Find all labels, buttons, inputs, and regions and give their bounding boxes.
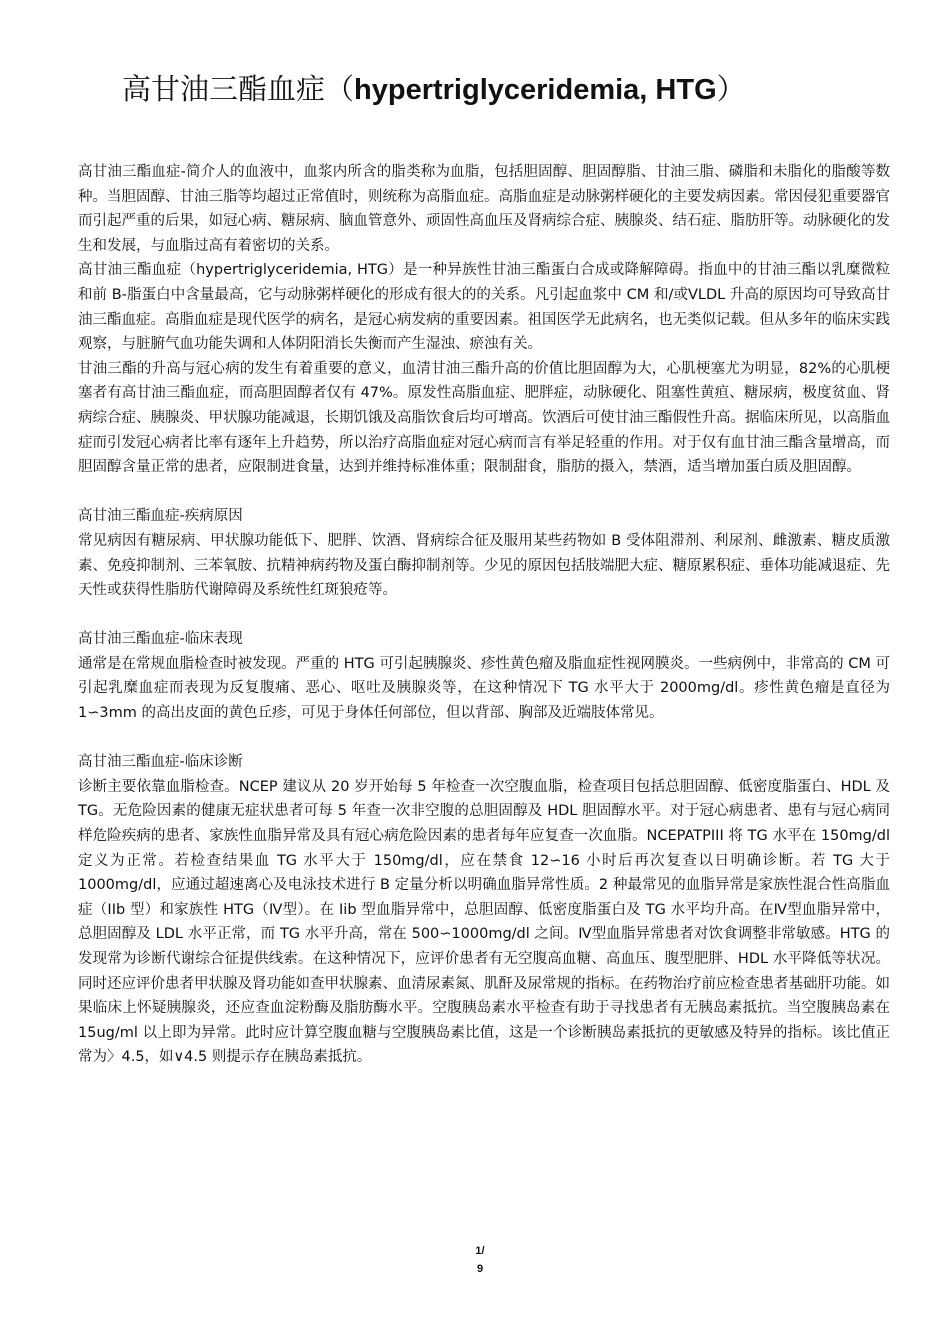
document-body	[78, 160, 890, 1070]
paragraph-gap	[78, 726, 890, 751]
page-number-current: 1/	[475, 1245, 485, 1257]
paragraph-clinical: 通常是在常规血脂检查时被发现。严重的 HTG 可引起胰腺炎、疹性黄色瘤及脂血症性视网膜炎。一些病例中，非常高的 CM 可引起乳糜血症而表现为反复腹痛、恶心、呕吐及胰腺炎等，在这种情况下 TG 水平大于 2000mg/dl。疹性黄色瘤是直径为 1∽3mm 的高出皮面的黄色丘疹，可见于身体任何部位，但以背部、胸部及近端肢体常见。	[78, 655, 890, 722]
document-title	[122, 70, 882, 109]
title-latin: hypertriglyceridemia, HTG	[354, 74, 717, 106]
section-heading-diagnosis: 高甘油三酯血症-临床诊断	[78, 754, 243, 771]
title-cn: 高甘油三酯血症（	[122, 72, 355, 106]
paragraph-causes: 常见病因有糖尿病、甲状腺功能低下、肥胖、饮酒、肾病综合征及服用某些药物如 B 受体阻滞剂、利尿剂、雌激素、糖皮质激素、免疫抑制剂、三苯氧胺、抗精神病药物及蛋白酶抑制剂等。少见的原因包括肢端肥大症、糖原累积症、垂体功能减退症、先天性或获得性脂肪代谢障碍及系统性红斑狼疮等。	[78, 532, 890, 599]
title-close: ）	[716, 72, 746, 106]
paragraph-intro: 高甘油三酯血症-简介人的血液中，血浆内所含的脂类称为血脂，包括胆固醇、胆固醇脂、甘油三脂、磷脂和未脂化的脂酸等数种。当胆固醇、甘油三脂等均超过正常值时，则统称为高脂血症。高脂血症是动脉粥样硬化的主要发病因素。常因侵犯重要器官而引起严重的后果，如冠心病、糖尿病、脑血管意外、顽固性高血压及肾病综合症、胰腺炎、结石症、脂肪肝等。动脉硬化的发生和发展，与血脂过高有着密切的关系。	[78, 164, 890, 254]
page-number	[460, 1242, 500, 1278]
paragraph-cardiac-significance: 甘油三酯的升高与冠心病的发生有着重要的意义，血清甘油三酯升高的价值比胆固醇为大，心肌梗塞尤为明显，82%的心肌梗塞者有高甘油三酯血症，而高胆固醇者仅有 47%。原发性高脂血症、肥胖症，动脉硬化、阻塞性黄疸、糖尿病，极度贫血、肾病综合症、胰腺炎、甲状腺功能减退，长期饥饿及高脂饮食后均可增高。饮酒后可使甘油三酯假性升高。据临床所见，以高脂血症而引发冠心病者比率有逐年上升趋势，所以治疗高脂血症对冠心病而言有举足轻重的作用。对于仅有血甘油三酯含量增高，而胆固醇含量正常的患者，应限制进食量，达到并维持标准体重；限制甜食，脂肪的摄入，禁酒，适当增加蛋白质及胆固醇。	[78, 360, 890, 476]
paragraph-diagnosis: 诊断主要依靠血脂检查。NCEP 建议从 20 岁开始每 5 年检查一次空腹血脂，检查项目包括总胆固醇、低密度脂蛋白、HDL 及 TG。无危险因素的健康无症状患者可每 5 年查一次非空腹的总胆固醇及 HDL 胆固醇水平。对于冠心病患者、患有与冠心病同样危险疾病的患者、家族性血脂异常及具有冠心病危险因素的患者每年应复查一次血脂。NCEPATPIII 将 TG 水平在 150mg/dl 定义为正常。若检查结果血 TG 水平大于 150mg/dl，应在禁食 12∽16 小时后再次复查以日明确诊断。若 TG 大于 1000mg/dl，应通过超速离心及电泳技术进行 B 定量分析以明确血脂异常性质。2 种最常见的血脂异常是家族性混合性高脂血症（IIb 型）和家族性 HTG（Ⅳ型）。在 Iib 型血脂异常中，总胆固醇、低密度脂蛋白及 TG 水平均升高。在Ⅳ型血脂异常中，总胆固醇及 LDL 水平正常，而 TG 水平升高，常在 500∽1000mg/dl 之间。Ⅳ型血脂异常患者对饮食调整非常敏感。HTG 的发现常为诊断代谢综合征提供线索。在这种情况下，应评价患者有无空腹高血糖、高血压、腹型肥胖、HDL 水平降低等状况。同时还应评价患者甲状腺及肾功能如查甲状腺素、血清尿素氮、肌酐及尿常规的指标。在药物治疗前应检查患者基础肝功能。如果临床上怀疑胰腺炎，还应查血淀粉酶及脂肪酶水平。空腹胰岛素水平检查有助于寻找患者有无胰岛素抵抗。当空腹胰岛素在 15ug/ml 以上即为异常。此时应计算空腹血糖与空腹胰岛素比值，这是一个诊断胰岛素抵抗的更敏感及特异的指标。该比值正常为〉4.5，如∨4.5 则提示存在胰岛素抵抗。	[78, 778, 890, 1066]
paragraph-gap	[78, 603, 890, 628]
section-heading-clinical: 高甘油三酯血症-临床表现	[78, 631, 243, 648]
page-number-total: 9	[476, 1263, 484, 1275]
section-heading-causes: 高甘油三酯血症-疾病原因	[78, 508, 243, 525]
paragraph-htg-definition: 高甘油三酯血症（hypertriglyceridemia, HTG）是一种异族性甘油三酯蛋白合成或降解障碍。指血中的甘油三酯以乳糜微粒和前 B-脂蛋白中含量最高，它与动脉粥样硬化的形成有很大的的关系。凡引起血浆中 CM 和/或VLDL 升高的原因均可导致高甘油三酯血症。高脂血症是现代医学的病名，是冠心病发病的重要因素。祖国医学无此病名，也无类似记载。但从多年的临床实践观察，与脏腑气血功能失调和人体阴阳消长失衡而产生湿浊、瘀浊有关。	[78, 262, 890, 353]
paragraph-gap	[78, 480, 890, 505]
